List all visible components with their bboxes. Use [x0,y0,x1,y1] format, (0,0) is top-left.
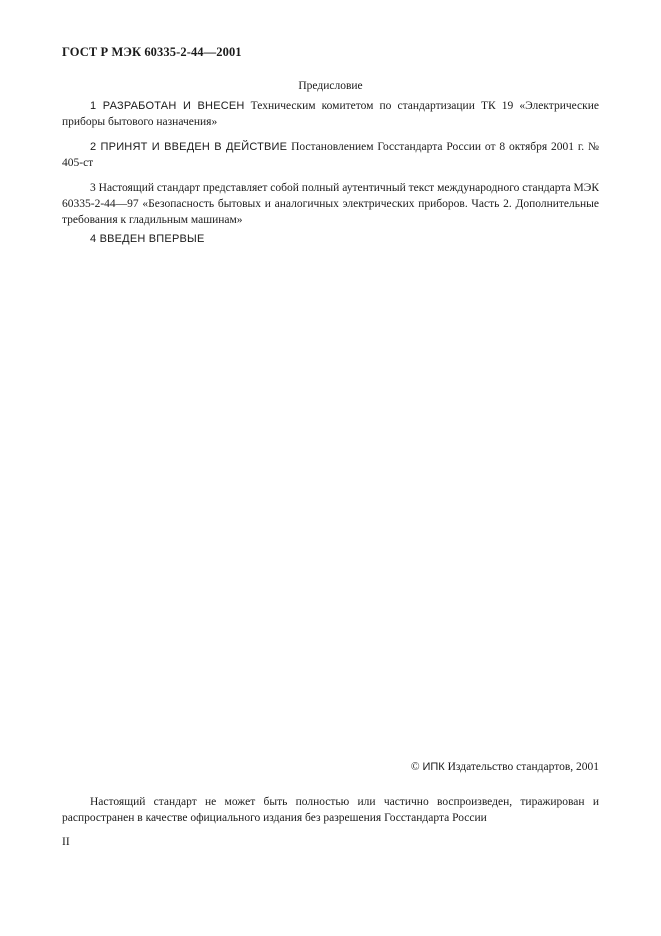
document-code: ГОСТ Р МЭК 60335-2-44—2001 [62,45,242,59]
paragraph-1 [62,98,599,130]
paragraph-4-lead: 4 ВВЕДЕН ВПЕРВЫЕ [90,233,205,245]
copyright-symbol: © [410,761,420,773]
copyright-text: Издательство стандартов, 2001 [444,761,599,773]
paragraph-1-lead: 1 РАЗРАБОТАН И ВНЕСЕН [90,100,245,112]
copyright-org: ИПК [422,761,445,773]
paragraph-2 [62,139,599,171]
page-number: II [62,836,70,848]
copyright-line [411,761,599,773]
paragraph-2-text: Постановлением Госстандарта России от 8 октября 2001 г. № 405-ст [62,141,600,169]
paragraph-1-text: Техническим комитетом по стандартизации ТК 19 «Электрические приборы бытового назначения» [62,100,599,128]
paragraph-3-text: 3 Настоящий стандарт представляет собой полный аутентичный текст международного стандарта МЭК 60335-2-44—97 «Безопасность бытовых и аналогичных электрических приборов. Часть 2. Дополнительные требования к гладильным машинам» [62,182,599,226]
paragraph-2-lead: 2 ПРИНЯТ И ВВЕДЕН В ДЕЙСТВИЕ [90,141,288,153]
paragraph-4 [62,231,599,247]
section-title: Предисловие [298,80,363,92]
reproduction-notice: Настоящий стандарт не может быть полностью или частично воспроизведен, тиражирован и распространен в качестве официального издания без разрешения Госстандарта России [62,796,599,824]
paragraph-3 [62,180,599,228]
